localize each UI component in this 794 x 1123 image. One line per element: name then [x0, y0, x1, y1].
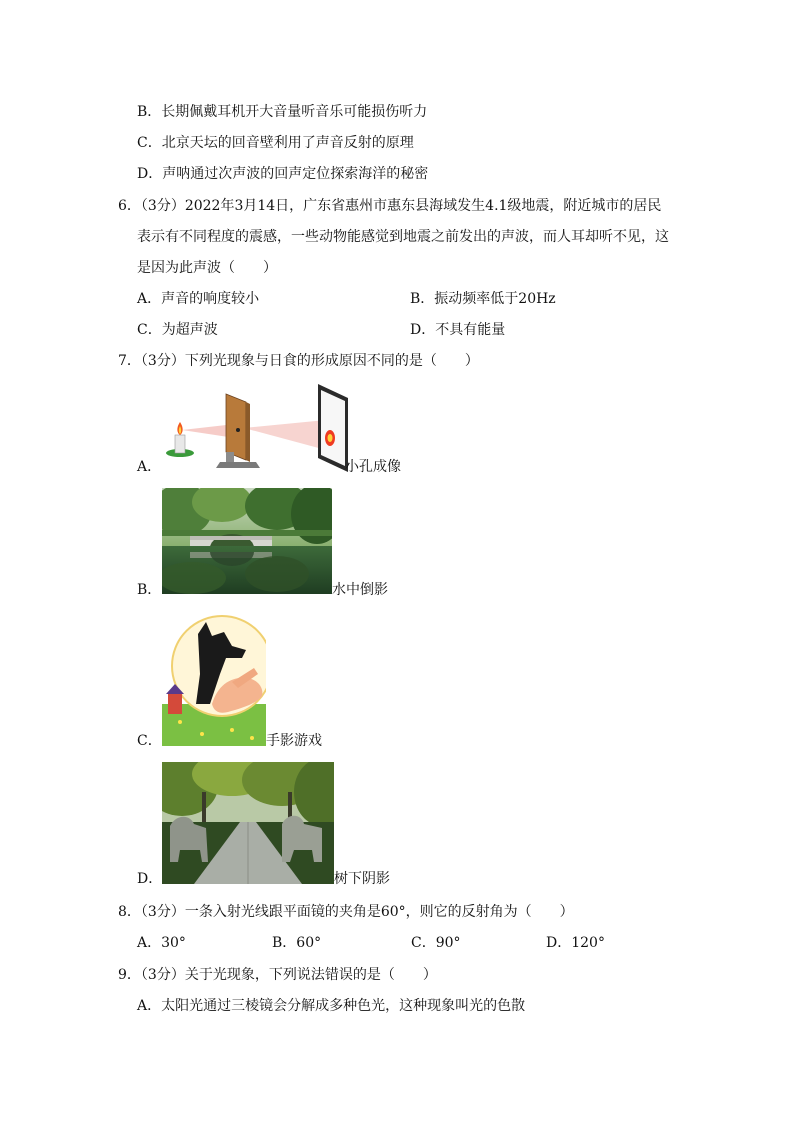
q9-option-a: A．太阳光通过三棱镜会分解成多种色光，这种现象叫光的色散: [137, 998, 526, 1014]
q6-stem-line2: 表示有不同程度的震感，一些动物能感觉到地震之前发出的声波，而人耳却听不见，这: [137, 229, 669, 245]
q7-option-a-label: A．: [137, 459, 162, 475]
q7-option-b-label: B．: [137, 582, 162, 598]
q8-option-d: D．120°: [546, 935, 605, 951]
q7-option-a-caption: 小孔成像: [345, 459, 401, 475]
q6-option-b: B．振动频率低于20Hz: [410, 291, 556, 307]
q6-stem-line3: 是因为此声波（ ）: [137, 260, 277, 276]
q6-option-c: C．为超声波: [137, 322, 218, 338]
q8-stem: 8．（3分）一条入射光线跟平面镜的夹角是60°，则它的反射角为（ ）: [118, 904, 574, 920]
q7-option-c-caption: 手影游戏: [266, 733, 322, 749]
q5-option-d: D．声呐通过次声波的回声定位探索海洋的秘密: [137, 166, 429, 182]
q6-option-a: A．声音的响度较小: [137, 291, 260, 307]
water-reflection-image: [162, 488, 332, 594]
q9-stem: 9．（3分）关于光现象，下列说法错误的是（ ）: [118, 967, 437, 983]
q5-option-b: B．长期佩戴耳机开大音量听音乐可能损伤听力: [137, 104, 428, 120]
q7-option-c-label: C．: [137, 733, 162, 749]
q7-option-d-caption: 树下阴影: [334, 871, 390, 887]
tree-shadow-image: [162, 762, 334, 884]
q6-stem-line1: 6．（3分）2022年3月14日，广东省惠州市惠东县海域发生4.1级地震，附近城市的居民: [118, 198, 662, 214]
pinhole-image: [160, 380, 350, 476]
q7-stem: 7．（3分）下列光现象与日食的形成原因不同的是（ ）: [118, 353, 479, 369]
q8-option-a: A．30°: [137, 935, 186, 951]
q6-option-d: D．不具有能量: [410, 322, 506, 338]
q8-option-b: B．60°: [272, 935, 322, 951]
q8-option-c: C．90°: [411, 935, 461, 951]
hand-shadow-image: [162, 604, 266, 746]
q7-option-b-caption: 水中倒影: [332, 582, 388, 598]
q5-option-c: C．北京天坛的回音壁利用了声音反射的原理: [137, 135, 414, 151]
q7-option-d-label: D．: [137, 871, 163, 887]
